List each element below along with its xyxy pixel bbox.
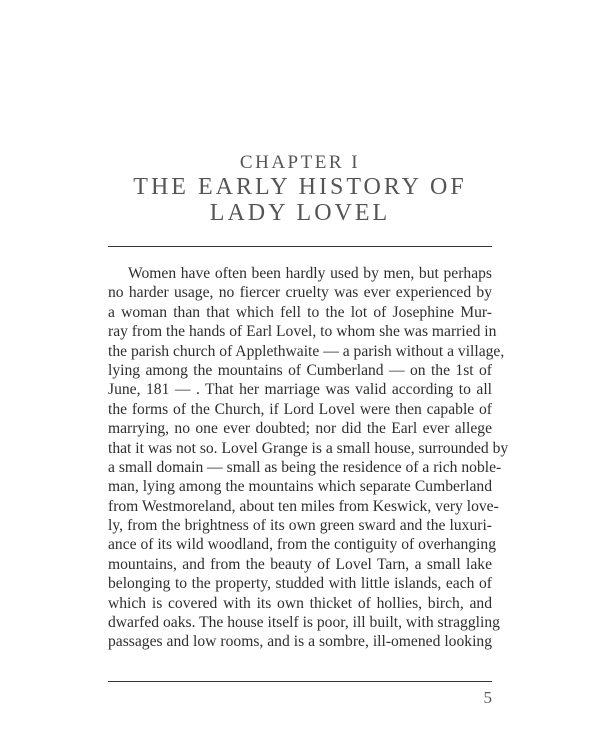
text-line: belonging to the property, studded with little islands, each of — [108, 575, 492, 593]
text-line: lying among the mountains of Cumberland — on the 1st of — [108, 361, 492, 379]
text-line: ance of its wild woodland, from the contiguity of overhanging — [108, 536, 497, 554]
text-line: a woman than that which fell to the lot of Josephine Mur- — [108, 303, 492, 321]
chapter-title — [0, 174, 600, 226]
text-line: ly, from the brightness of its own green sward and the luxuri- — [108, 517, 492, 535]
chapter-title-line: LADY LOVEL — [209, 200, 391, 226]
text-line: from Westmoreland, about ten miles from Keswick, very love- — [108, 497, 499, 515]
text-line: marrying, no one ever doubted; nor did the Earl ever allege — [108, 420, 492, 438]
text-line: that it was not so. Lovel Grange is a small house, surrounded by — [108, 439, 509, 457]
chapter-label: CHAPTER I — [239, 152, 361, 173]
text-line: the forms of the Church, if Lord Lovel were then capable of — [108, 400, 492, 418]
text-line: mountains, and from the beauty of Lovel Tarn, a small lake — [108, 555, 492, 573]
text-line: June, 181 — . That her marriage was valid according to all — [108, 381, 492, 399]
page-number: 5 — [483, 688, 492, 707]
text-line: no harder usage, no fiercer cruelty was ever experienced by — [108, 284, 492, 302]
text-line: man, lying among the mountains which separate Cumberland — [108, 478, 492, 496]
bottom-divider — [108, 681, 492, 682]
text-line: ray from the hands of Earl Lovel, to whom she was married in — [108, 323, 497, 341]
text-line: which is covered with its own thicket of hollies, birch, and — [108, 594, 492, 612]
text-line: passages and low rooms, and is a sombre, ill-omened looking — [108, 633, 492, 651]
text-line: a small domain — small as being the residence of a rich noble- — [108, 458, 502, 476]
text-line: dwarfed oaks. The house itself is poor, ill built, with straggling — [108, 614, 500, 632]
chapter-title-line: THE EARLY HISTORY OF — [133, 174, 467, 200]
text-line: Women have often been hardly used by men, but perhaps — [128, 265, 492, 282]
body-paragraph — [108, 264, 509, 652]
top-divider — [108, 246, 492, 247]
text-line: the parish church of Applethwaite — a parish without a village, — [108, 342, 505, 360]
